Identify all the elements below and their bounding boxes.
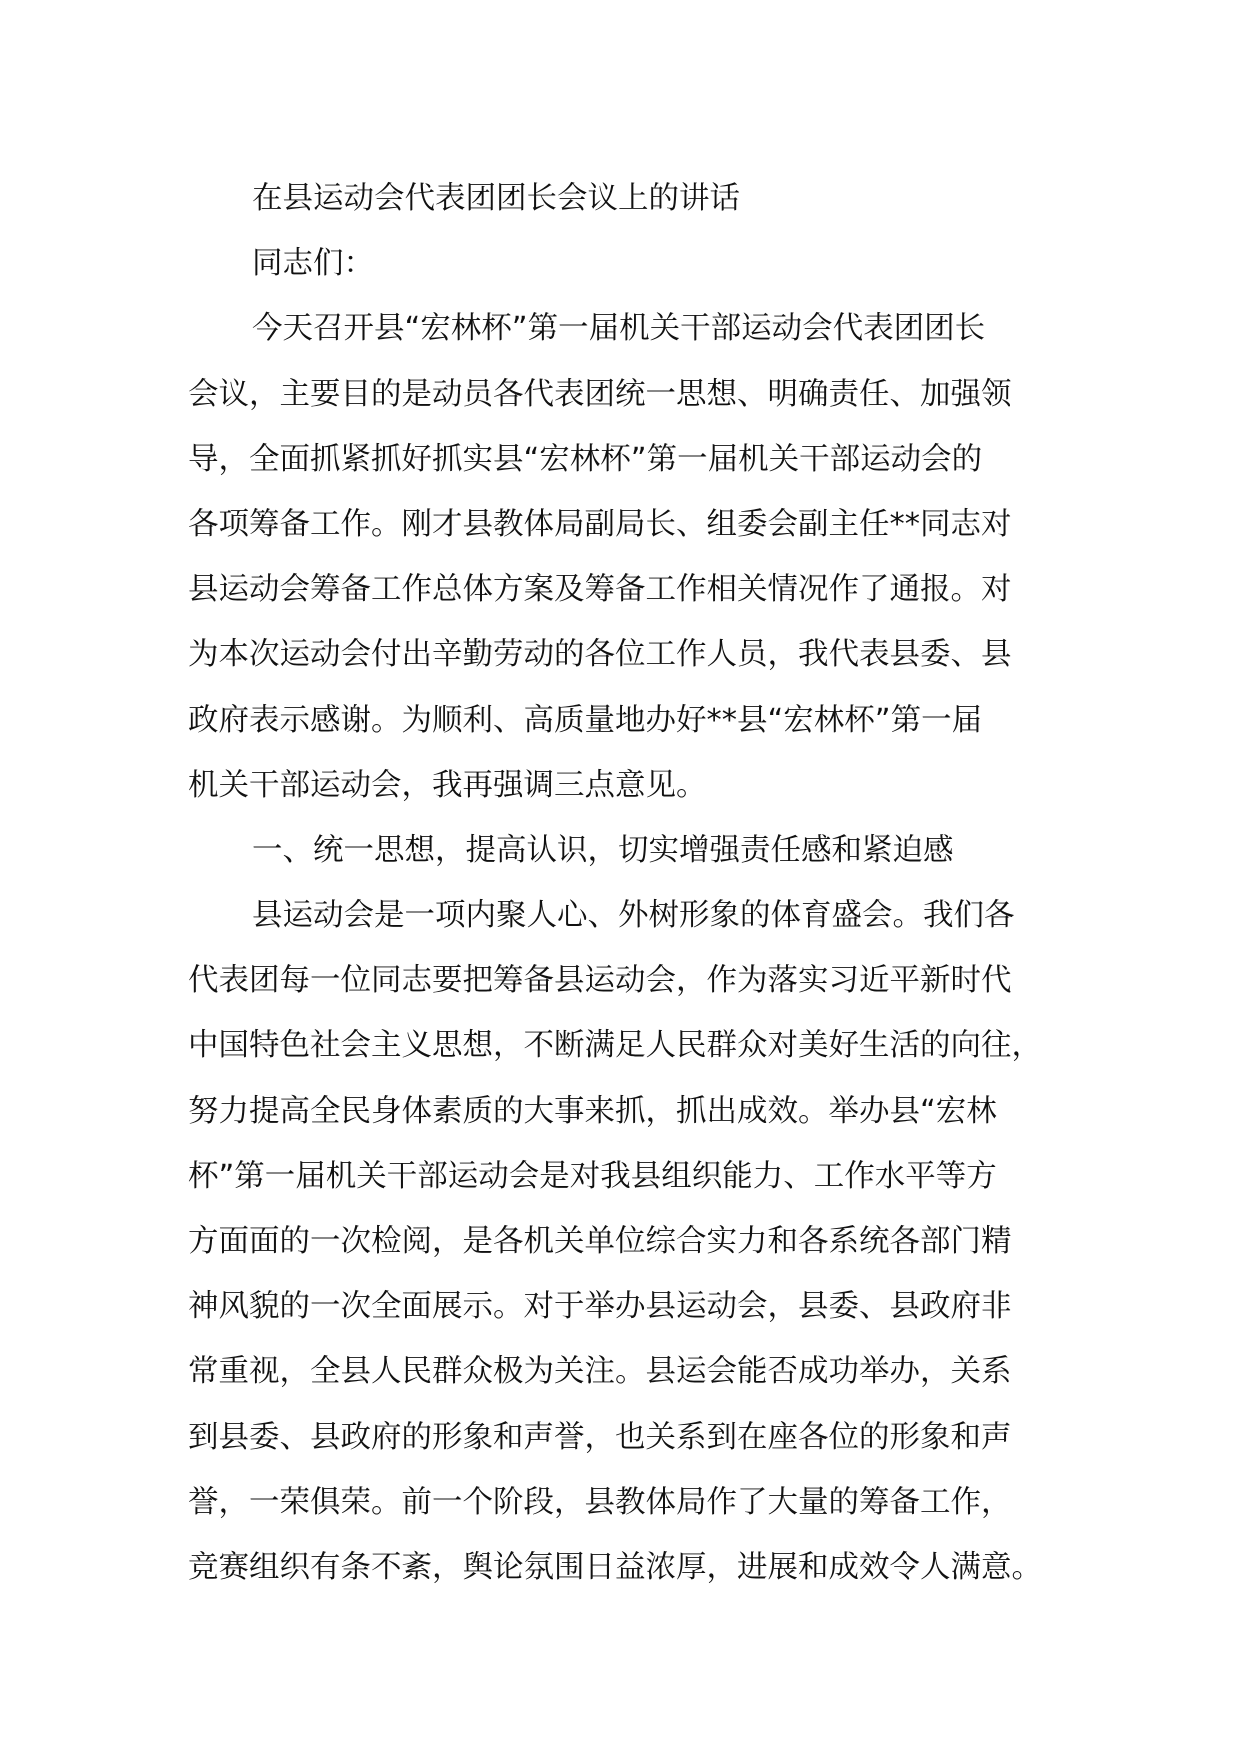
paragraph-2: [188, 883, 1060, 1600]
paragraph-line: 县运动会是一项内聚人心、外树形象的体育盛会。我们各: [252, 898, 1015, 934]
paragraph-line: 努力提高全民身体素质的大事来抓，抓出成效。举办县“宏林: [188, 1093, 997, 1129]
paragraph-line: 中国特色社会主义思想，不断满足人民群众对美好生活的向往，: [188, 1028, 1042, 1064]
paragraph-line: 杯”第一届机关干部运动会是对我县组织能力、工作水平等方: [188, 1158, 997, 1194]
paragraph-line: 机关干部运动会，我再强调三点意见。: [188, 767, 707, 803]
paragraph-line: 代表团每一位同志要把筹备县运动会，作为落实习近平新时代: [188, 963, 1012, 999]
paragraph-line: 各项筹备工作。刚才县教体局副局长、组委会副主任**同志对: [188, 506, 1012, 542]
paragraph-line: 常重视，全县人民群众极为关注。县运会能否成功举办，关系: [188, 1354, 1012, 1390]
paragraph-line: 方面面的一次检阅，是各机关单位综合实力和各系统各部门精: [188, 1224, 1012, 1259]
paragraph-line: 到县委、县政府的形象和声誉，也关系到在座各位的形象和声: [188, 1419, 1012, 1455]
document-body: [188, 166, 1060, 1600]
document-title: 在县运动会代表团团长会议上的讲话: [252, 181, 740, 216]
paragraph-line: 为本次运动会付出辛勤劳动的各位工作人员，我代表县委、县: [188, 637, 1012, 673]
paragraph-line: 神风貌的一次全面展示。对于举办县运动会，县委、县政府非: [188, 1289, 1012, 1325]
paragraph-1: [188, 296, 1060, 818]
section-heading-1: 一、统一思想，提高认识，切实增强责任感和紧迫感: [252, 832, 954, 868]
paragraph-line: 竞赛组织有条不紊，舆论氛围日益浓厚，进展和成效令人满意。: [188, 1549, 1042, 1585]
paragraph-line: 县运动会筹备工作总体方案及筹备工作相关情况作了通报。对: [188, 572, 1012, 608]
paragraph-line: 今天召开县“宏林杯”第一届机关干部运动会代表团团长: [252, 311, 986, 347]
paragraph-line: 会议，主要目的是动员各代表团统一思想、明确责任、加强领: [188, 376, 1012, 412]
paragraph-line: 誉，一荣俱荣。前一个阶段，县教体局作了大量的筹备工作，: [188, 1484, 1012, 1520]
paragraph-line: 导，全面抓紧抓好抓实县“宏林杯”第一届机关干部运动会的: [188, 441, 983, 477]
salutation: 同志们：: [252, 246, 374, 282]
paragraph-line: 政府表示感谢。为顺利、高质量地办好**县“宏林杯”第一届: [188, 702, 983, 738]
